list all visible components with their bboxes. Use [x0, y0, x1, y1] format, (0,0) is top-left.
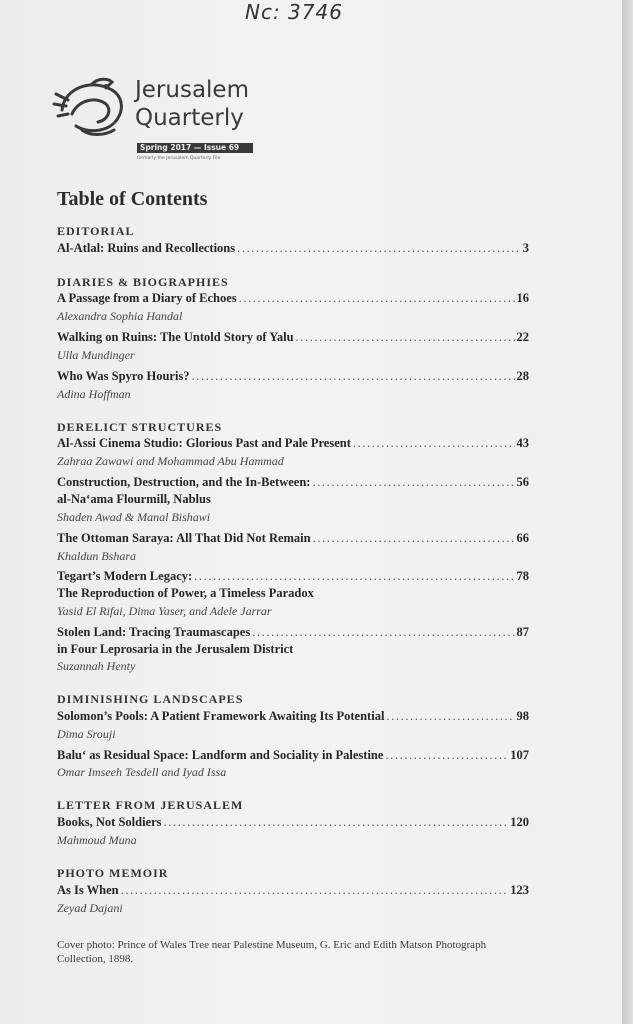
journal-title — [135, 76, 249, 132]
toc-entry[interactable] — [57, 475, 529, 490]
leader-dots — [296, 330, 515, 345]
entry-author: Yasid El Rifai, Dima Yaser, and Adele Jarrar — [57, 604, 272, 618]
entry-author: Shaden Awad & Manal Bishawi — [57, 510, 211, 524]
entry-author: Zahraa Zawawi and Mohammad Abu Hammad — [57, 454, 284, 468]
leader-dots — [194, 569, 514, 584]
entry-page: 28 — [516, 369, 529, 383]
entry-subtitle: al-Na‘ama Flourmill, Nablus — [57, 492, 211, 506]
toc-entry[interactable] — [57, 625, 529, 640]
entry-author: Alexandra Sophia Handal — [57, 309, 183, 323]
entry-subtitle: in Four Leprosaria in the Jerusalem District — [57, 642, 294, 656]
section-heading-photo: PHOTO MEMOIR — [57, 866, 169, 880]
leader-dots — [239, 291, 515, 306]
entry-page: 22 — [516, 330, 529, 344]
entry-page: 3 — [522, 241, 529, 255]
leader-dots — [192, 369, 515, 384]
entry-title: Al-Assi Cinema Studio: Glorious Past and Pale Present — [57, 436, 351, 450]
leader-dots — [164, 815, 509, 830]
entry-author: Adina Hoffman — [57, 387, 131, 401]
formerly-note: formerly the Jerusalem Quarterly File — [137, 156, 221, 161]
leader-dots — [386, 709, 514, 724]
entry-author: Mahmoud Muna — [57, 833, 137, 847]
entry-page: 78 — [516, 569, 529, 583]
toc-entry[interactable] — [57, 330, 529, 345]
leader-dots — [121, 883, 509, 898]
entry-title: Walking on Ruins: The Untold Story of Yalu — [57, 330, 294, 344]
entry-title: Stolen Land: Tracing Traumascapes — [57, 625, 251, 639]
entry-page: 87 — [516, 625, 529, 639]
entry-title: Solomon’s Pools: A Patient Framework Awaiting Its Potential — [57, 709, 385, 723]
entry-page: 98 — [516, 709, 529, 723]
entry-author: Dima Srouji — [57, 727, 116, 741]
toc-entry[interactable] — [57, 748, 529, 763]
toc-entry[interactable] — [57, 291, 529, 306]
page-edge — [622, 0, 633, 1024]
entry-author: Ulla Mundinger — [57, 348, 135, 362]
entry-subtitle: The Reproduction of Power, a Timeless Paradox — [57, 586, 314, 600]
entry-page: 107 — [510, 748, 529, 762]
toc-entry[interactable] — [57, 436, 529, 451]
journal-title-line2: Quarterly — [135, 105, 244, 131]
entry-title: As Is When — [57, 883, 119, 897]
journal-title-line1: Jerusalem — [135, 77, 249, 103]
section-heading-derelict: DERELICT STRUCTURES — [57, 420, 223, 434]
jq-bird-logo-icon — [52, 74, 128, 140]
section-heading-landscapes: DIMINISHING LANDSCAPES — [57, 692, 244, 706]
entry-title: Tegart’s Modern Legacy: — [57, 569, 193, 583]
entry-author: Suzannah Henty — [57, 659, 136, 673]
entry-title: A Passage from a Diary of Echoes — [57, 291, 237, 305]
leader-dots — [237, 241, 521, 256]
entry-title: Al-Atlal: Ruins and Recollections — [57, 241, 236, 255]
toc-entry[interactable] — [57, 709, 529, 724]
handwritten-catalog-note: Nc: 3746 — [245, 0, 343, 24]
entry-author: Khaldun Bshara — [57, 549, 137, 563]
entry-title: Books, Not Soldiers — [57, 815, 162, 829]
entry-page: 56 — [516, 475, 529, 489]
leader-dots — [252, 625, 514, 640]
section-heading-editorial: EDITORIAL — [57, 224, 135, 238]
toc-entry[interactable] — [57, 531, 529, 546]
entry-title: Balu‘ as Residual Space: Landform and Sociality in Palestine — [57, 748, 384, 762]
entry-page: 120 — [510, 815, 529, 829]
entry-title: The Ottoman Saraya: All That Did Not Remain — [57, 531, 311, 545]
toc-entry[interactable] — [57, 369, 529, 384]
entry-page: 123 — [510, 883, 529, 897]
cover-photo-note: Cover photo: Prince of Wales Tree near Palestine Museum, G. Eric and Edith Matson Photograph Collection, 1898. — [57, 939, 487, 965]
toc-entry[interactable] — [57, 883, 529, 898]
leader-dots — [385, 748, 508, 763]
leader-dots — [353, 436, 515, 451]
entry-page: 43 — [516, 436, 529, 450]
toc-entry[interactable] — [57, 241, 529, 256]
leader-dots — [313, 531, 515, 546]
entry-title: Construction, Destruction, and the In-Between: — [57, 475, 311, 489]
entry-title: Who Was Spyro Houris? — [57, 369, 190, 383]
entry-page: 66 — [516, 531, 529, 545]
toc-heading: Table of Contents — [57, 188, 208, 210]
section-heading-diaries: DIARIES & BIOGRAPHIES — [57, 275, 229, 289]
toc-entry[interactable] — [57, 815, 529, 830]
entry-author: Zeyad Dajani — [57, 901, 123, 915]
section-heading-letter: LETTER FROM JERUSALEM — [57, 798, 244, 812]
issue-badge: Spring 2017 — Issue 69 — [137, 143, 253, 153]
leader-dots — [312, 475, 514, 490]
toc-entry[interactable] — [57, 569, 529, 584]
entry-page: 16 — [516, 291, 529, 305]
entry-author: Omar Imseeh Tesdell and Iyad Issa — [57, 765, 227, 779]
